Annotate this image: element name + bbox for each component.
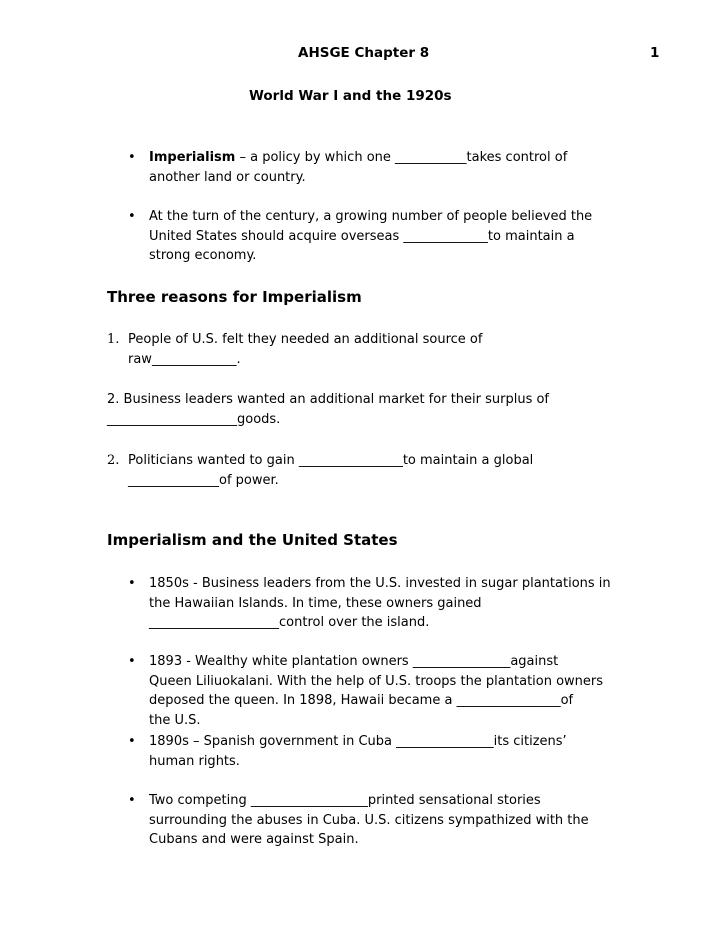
reason-3-line-2: ______________of power. bbox=[128, 472, 279, 488]
us-item-4 bbox=[149, 791, 589, 850]
reason-1-line-2: raw_____________. bbox=[128, 351, 241, 367]
reason-1-line-1: People of U.S. felt they needed an additional source of bbox=[128, 332, 483, 347]
reason-2-line-1: 2. Business leaders wanted an additional market for their surplus of bbox=[107, 392, 550, 407]
bullet-icon: • bbox=[128, 576, 136, 591]
reason-2-line-2: ____________________goods. bbox=[107, 411, 281, 427]
us-item-1 bbox=[149, 574, 611, 633]
reason-3-number: 2. bbox=[107, 453, 120, 468]
intro-item-2 bbox=[149, 207, 592, 266]
us-item-2 bbox=[149, 652, 603, 730]
us-item-1-line-3: ____________________control over the island. bbox=[149, 615, 430, 630]
term-imperialism: Imperialism bbox=[149, 150, 236, 165]
bullet-icon: • bbox=[128, 654, 136, 669]
reason-2 bbox=[107, 390, 549, 429]
us-item-2-line-1: 1893 - Wealthy white plantation owners _______________against bbox=[149, 654, 559, 669]
reason-1 bbox=[128, 330, 482, 369]
intro-item-2-line-2: United States should acquire overseas _____________to maintain a bbox=[149, 228, 575, 244]
us-item-1-line-1: 1850s - Business leaders from the U.S. invested in sugar plantations in bbox=[149, 576, 611, 591]
page-number: 1 bbox=[650, 45, 660, 61]
definition-text: – a policy by which one ___________takes control of bbox=[235, 150, 568, 165]
bullet-icon: • bbox=[128, 734, 136, 749]
section-heading-reasons: Three reasons for Imperialism bbox=[107, 288, 362, 306]
bullet-icon: • bbox=[128, 150, 136, 165]
bullet-icon: • bbox=[128, 793, 136, 808]
us-item-2-line-3: deposed the queen. In 1898, Hawaii became a ________________of bbox=[149, 693, 574, 708]
us-item-1-line-2: the Hawaiian Islands. In time, these owners gained bbox=[149, 595, 482, 611]
bullet-icon: • bbox=[128, 209, 136, 224]
intro-item-2-line-3: strong economy. bbox=[149, 248, 257, 263]
us-item-3 bbox=[149, 732, 567, 771]
reason-3-line-1: Politicians wanted to gain ________________to maintain a global bbox=[128, 453, 534, 468]
us-item-3-line-1: 1890s – Spanish government in Cuba _______________its citizens’ bbox=[149, 734, 567, 749]
reason-1-number: 1. bbox=[107, 332, 120, 347]
us-item-3-line-2: human rights. bbox=[149, 753, 240, 769]
us-item-4-line-3: Cubans and were against Spain. bbox=[149, 832, 359, 847]
us-item-4-line-2: surrounding the abuses in Cuba. U.S. citizens sympathized with the bbox=[149, 812, 589, 828]
reason-3 bbox=[128, 451, 533, 490]
intro-item-1 bbox=[149, 148, 567, 187]
intro-item-1-line-2: another land or country. bbox=[149, 169, 306, 185]
intro-item-2-line-1: At the turn of the century, a growing number of people believed the bbox=[149, 209, 593, 224]
page-title: World War I and the 1920s bbox=[249, 88, 452, 104]
us-item-2-line-2: Queen Liliuokalani. With the help of U.S. troops the plantation owners bbox=[149, 673, 604, 689]
chapter-title: AHSGE Chapter 8 bbox=[298, 45, 430, 61]
section-heading-us: Imperialism and the United States bbox=[107, 531, 398, 549]
us-item-4-line-1: Two competing __________________printed sensational stories bbox=[149, 793, 541, 808]
us-item-2-line-4: the U.S. bbox=[149, 712, 201, 728]
intro-item-1-line-1 bbox=[149, 148, 567, 168]
